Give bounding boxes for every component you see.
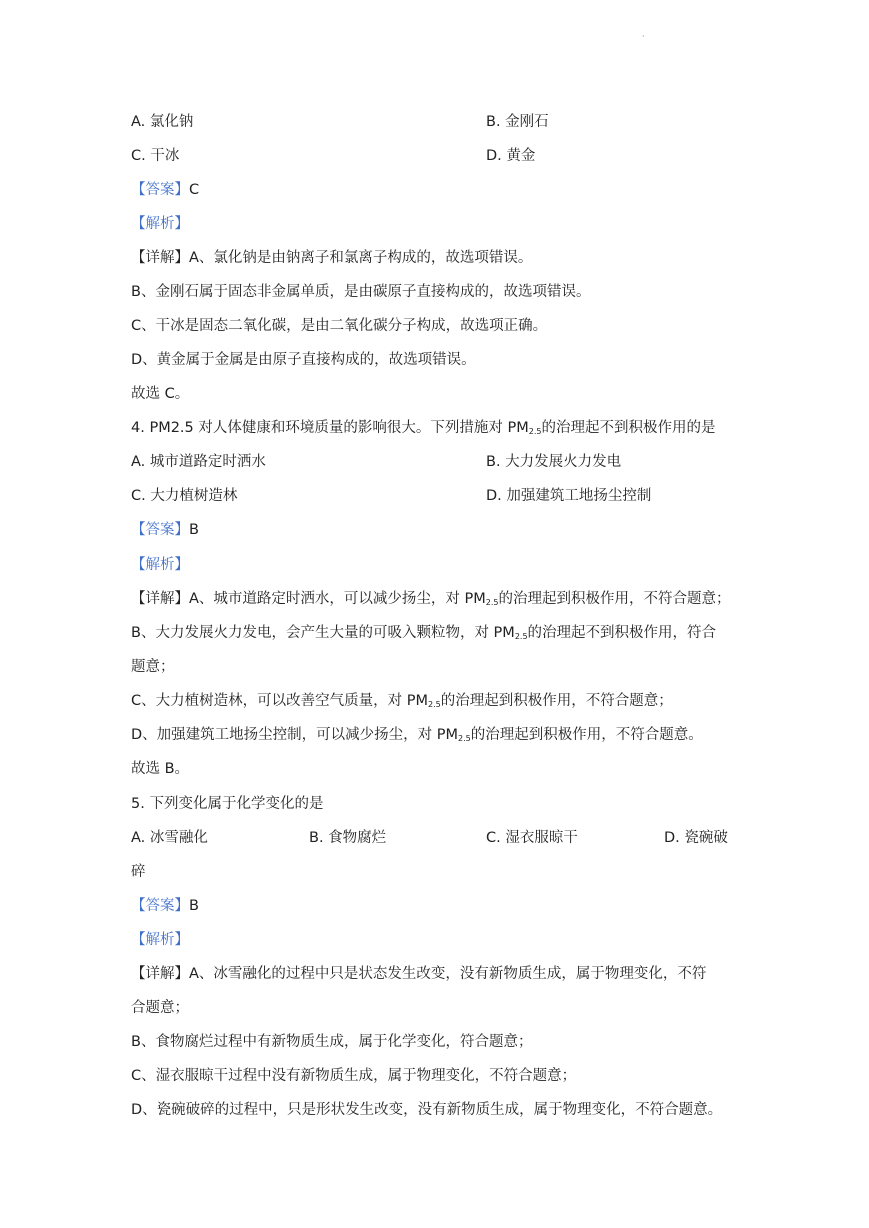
subscript: 2.5 xyxy=(528,427,542,436)
q5-detail-c: C、湿衣服晾干过程中没有新物质生成，属于物理变化，不符合题意； xyxy=(131,1068,577,1084)
q4-detail-d xyxy=(131,725,703,749)
q5-detail-a-wrap: 合题意； xyxy=(131,1000,189,1016)
q5-detail-b: B、食物腐烂过程中有新物质生成，属于化学变化，符合题意； xyxy=(131,1034,533,1050)
q4-option-d: D. 加强建筑工地扬尘控制 xyxy=(486,488,652,504)
detail-text: 的治理起不到积极作用，符合 xyxy=(527,625,717,641)
detail-text: C、大力植树造林，可以改善空气质量，对 PM xyxy=(131,693,428,709)
q5-answer xyxy=(131,896,199,916)
q5-option-b: B. 食物腐烂 xyxy=(309,830,387,846)
q5-stem: 5. 下列变化属于化学变化的是 xyxy=(131,796,324,812)
q4-detail-c xyxy=(131,691,673,715)
detail-text: A、冰雪融化的过程中只是状态发生改变，没有新物质生成，属于物理变化，不符 xyxy=(189,966,707,982)
q4-conclusion: 故选 B。 xyxy=(131,761,190,777)
q4-analysis xyxy=(131,555,189,575)
q4-option-c: C. 大力植树造林 xyxy=(131,488,238,504)
q3-detail-a xyxy=(131,248,532,268)
detail-text: 的治理起到积极作用，不符合题意； xyxy=(498,591,731,607)
q4-detail-b-wrap: 题意； xyxy=(131,659,175,675)
detail-text: 的治理起到积极作用，不符合题意； xyxy=(440,693,673,709)
q3-answer xyxy=(131,180,199,200)
q3-detail-b: B、金刚石属于固态非金属单质，是由碳原子直接构成的，故选项错误。 xyxy=(131,284,591,300)
detail-text: A、城市道路定时洒水，可以减少扬尘，对 PM xyxy=(189,591,486,607)
q5-detail-a xyxy=(131,964,706,984)
q3-detail-d: D、黄金属于金属是由原子直接构成的，故选项错误。 xyxy=(131,352,476,368)
answer-value: B xyxy=(189,898,199,914)
q5-detail-d: D、瓷碗破碎的过程中，只是形状发生改变，没有新物质生成，属于物理变化，不符合题意。 xyxy=(131,1102,723,1118)
q3-option-b: B. 金刚石 xyxy=(486,114,549,130)
detail-text: 的治理起到积极作用，不符合题意。 xyxy=(470,727,703,743)
q4-answer xyxy=(131,520,199,540)
q4-option-b: B. 大力发展火力发电 xyxy=(486,454,622,470)
q5-option-c: C. 湿衣服晾干 xyxy=(486,830,578,846)
detail-text: A、氯化钠是由钠离子和氯离子构成的，故选项错误。 xyxy=(189,250,533,266)
q4-detail-b xyxy=(131,623,716,647)
q5-option-d-wrap: 碎 xyxy=(131,864,146,880)
stem-text: 4. PM2.5 对人体健康和环境质量的影响很大。下列措施对 PM xyxy=(131,420,529,436)
stem-text: 的治理起不到积极作用的是 xyxy=(541,420,716,436)
analysis-tag: 【解析】 xyxy=(131,216,189,232)
subscript: 2.5 xyxy=(458,734,471,743)
detail-tag: 【详解】 xyxy=(131,250,189,266)
page-marker: · xyxy=(642,32,645,41)
analysis-tag: 【解析】 xyxy=(131,932,189,948)
detail-tag: 【详解】 xyxy=(131,591,189,607)
analysis-tag: 【解析】 xyxy=(131,557,189,573)
q3-option-c: C. 干冰 xyxy=(131,148,180,164)
q5-option-a: A. 冰雪融化 xyxy=(131,830,208,846)
answer-tag: 【答案】 xyxy=(131,182,189,198)
q3-option-a: A. 氯化钠 xyxy=(131,114,194,130)
q3-analysis xyxy=(131,214,189,234)
answer-value: C xyxy=(189,182,200,198)
answer-value: B xyxy=(189,522,199,538)
q4-stem xyxy=(131,418,715,442)
answer-tag: 【答案】 xyxy=(131,898,189,914)
q3-detail-c: C、干冰是固态二氧化碳，是由二氧化碳分子构成，故选项正确。 xyxy=(131,318,548,334)
q5-analysis xyxy=(131,930,189,950)
detail-text: B、大力发展火力发电，会产生大量的可吸入颗粒物，对 PM xyxy=(131,625,515,641)
q4-detail-a xyxy=(131,589,731,613)
detail-tag: 【详解】 xyxy=(131,966,189,982)
q3-conclusion: 故选 C。 xyxy=(131,386,190,402)
answer-tag: 【答案】 xyxy=(131,522,189,538)
subscript: 2.5 xyxy=(514,632,528,641)
q3-option-d: D. 黄金 xyxy=(486,148,536,164)
subscript: 2.5 xyxy=(428,700,441,709)
subscript: 2.5 xyxy=(485,598,499,607)
detail-text: D、加强建筑工地扬尘控制，可以减少扬尘，对 PM xyxy=(131,727,459,743)
q4-option-a: A. 城市道路定时洒水 xyxy=(131,454,266,470)
q5-option-d: D. 瓷碗破 xyxy=(664,830,728,846)
